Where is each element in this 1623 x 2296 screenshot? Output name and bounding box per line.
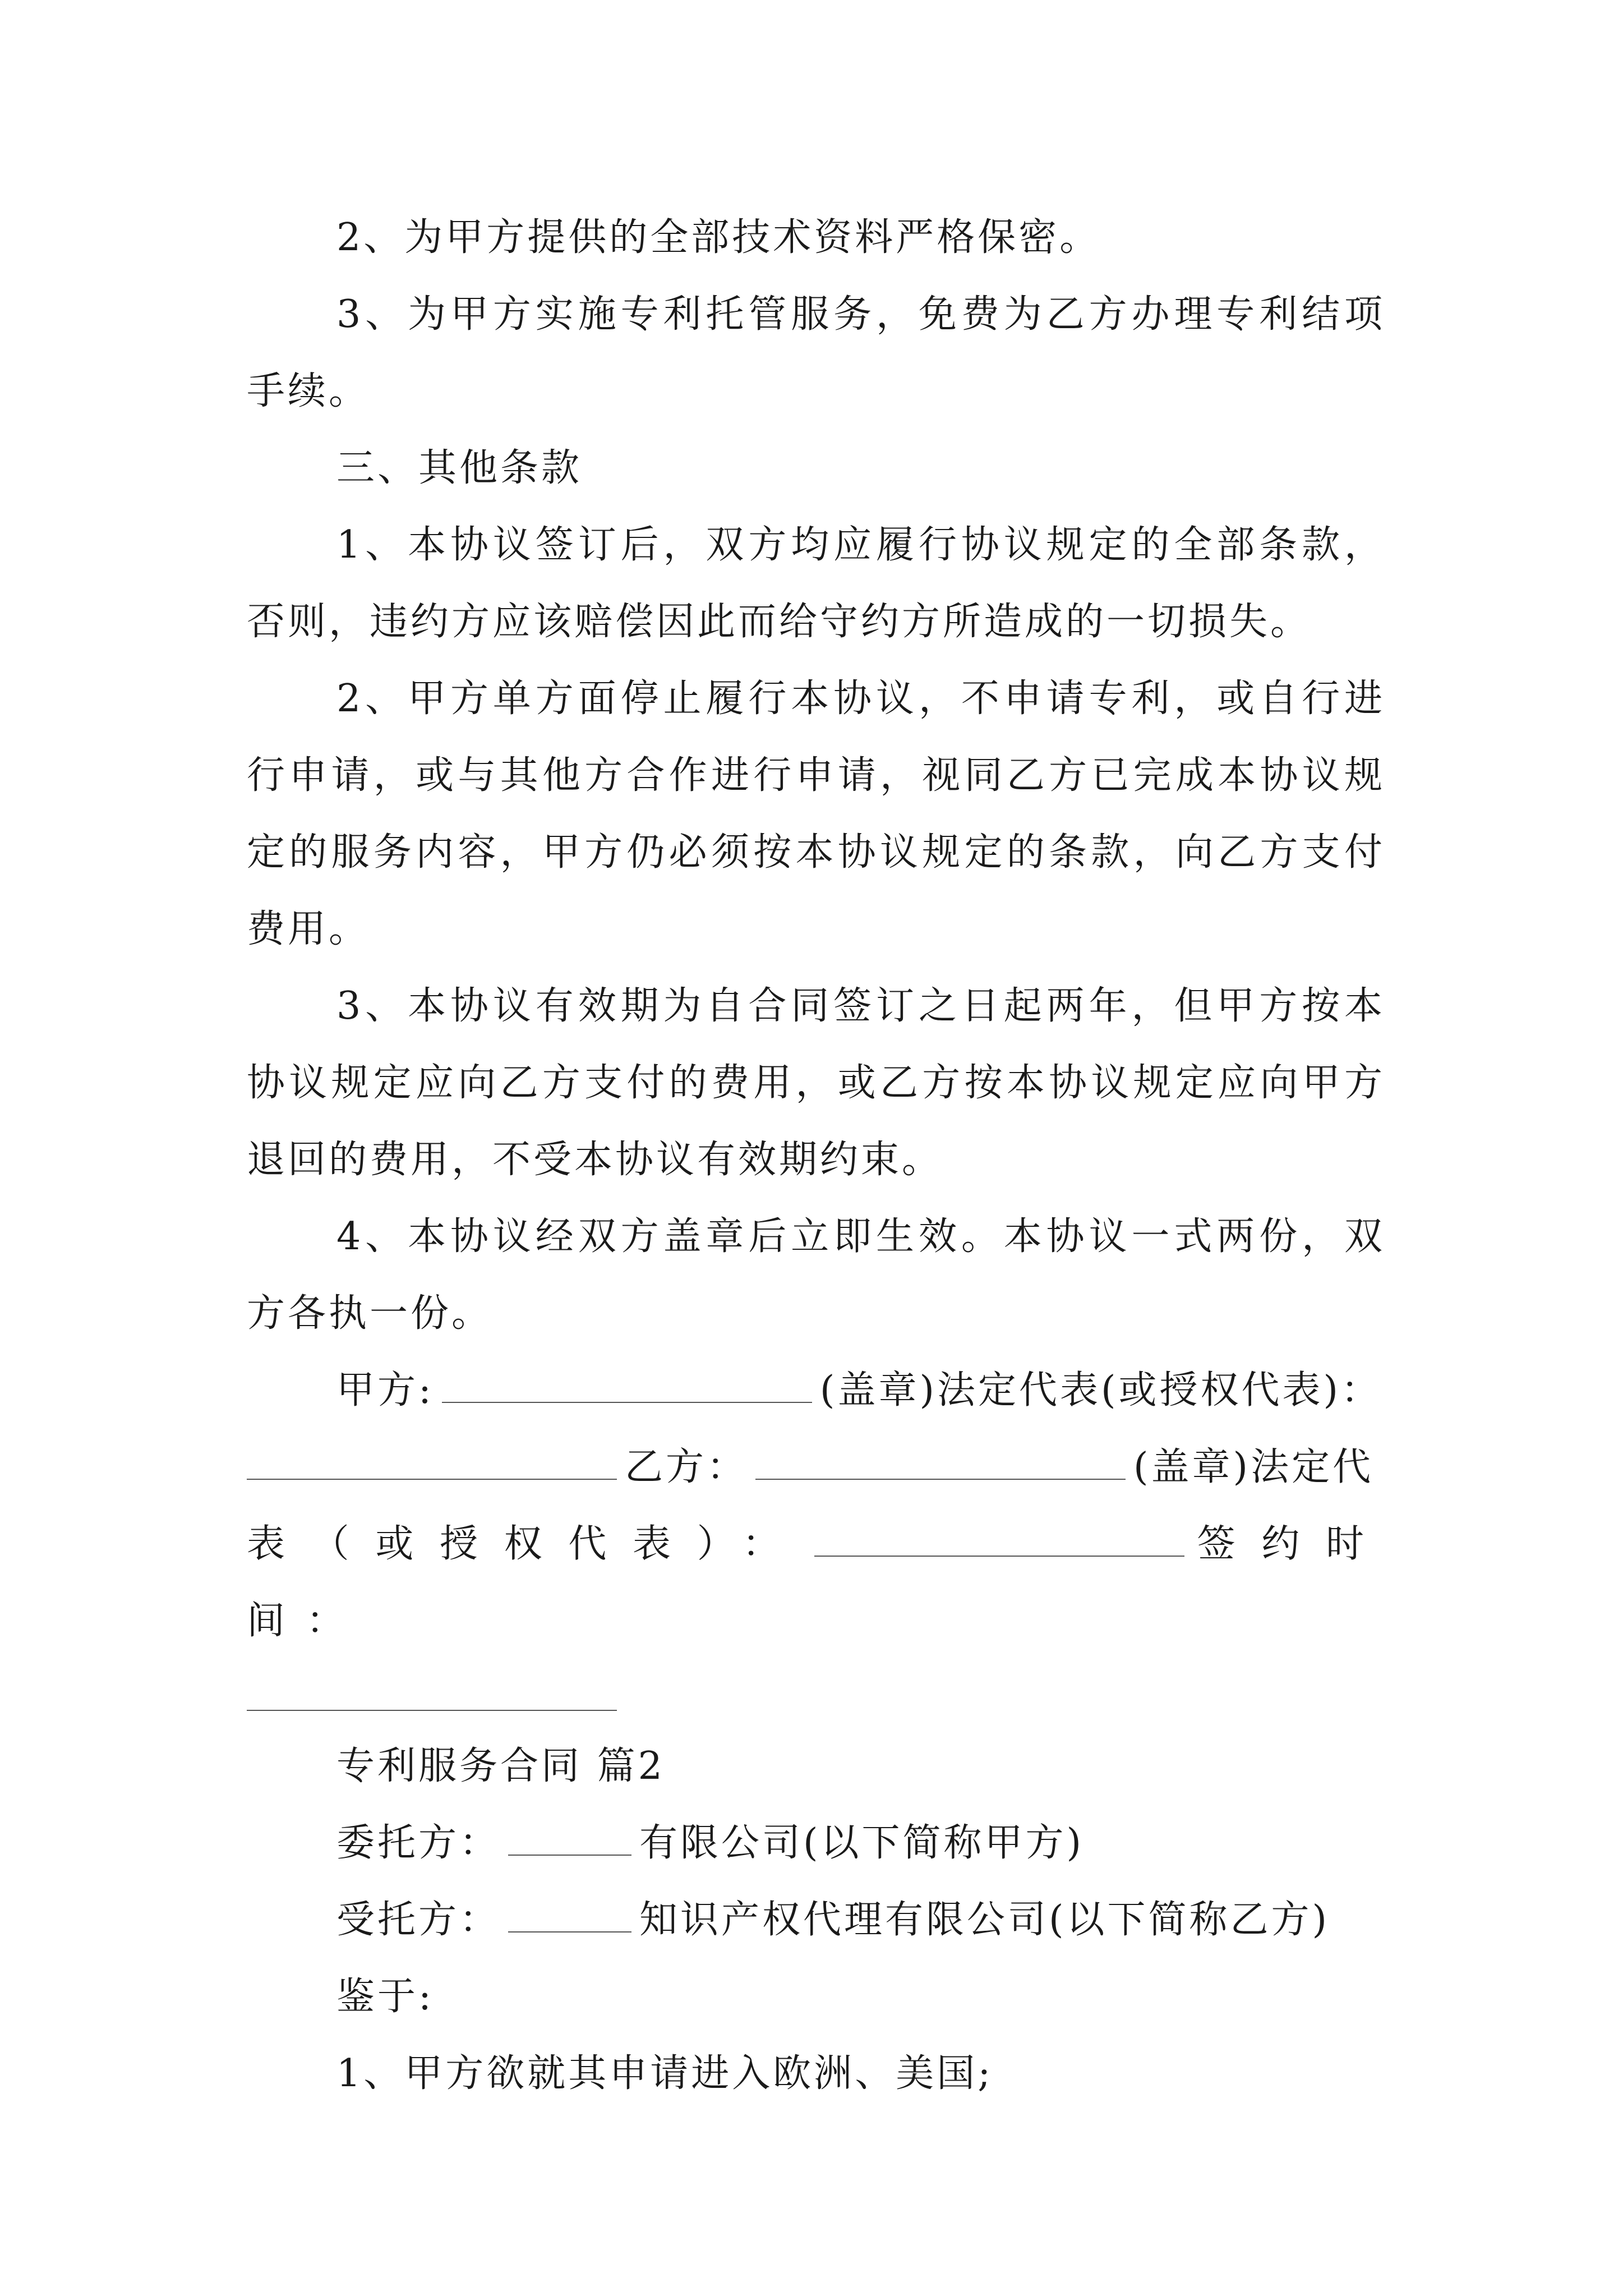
paragraph-term-4: 4、本协议经双方盖章后立即生效。本协议一式两份，双方各执一份。 bbox=[247, 1214, 1385, 1336]
paragraph-confidentiality: 2、为甲方提供的全部技术资料严格保密。 bbox=[336, 215, 1101, 260]
spacer bbox=[247, 1711, 1385, 1728]
client-label: 委托方： bbox=[336, 1821, 501, 1865]
paragraph-term-2: 2、甲方单方面停止履行本协议，不申请专利，或自行进行申请，或与其他方合作进行申请，视同乙方已完成本协议规定的服务内容，甲方仍必须按本协议规定的条款，向乙方支付费用。 bbox=[247, 677, 1385, 951]
rep-b-label: 表（或授权代表）： bbox=[247, 1522, 806, 1566]
paragraph-patent-custody: 3、为甲方实施专利托管服务，免费为乙方办理专利结项手续。 bbox=[247, 292, 1385, 413]
seal-rep-a-label: (盖章)法定代表(或授权代表)： bbox=[819, 1368, 1382, 1412]
rep-a-blank[interactable] bbox=[247, 1445, 617, 1480]
whereas-label: 鉴于: bbox=[336, 1975, 434, 2019]
party-b-blank[interactable] bbox=[755, 1445, 1126, 1480]
agent-suffix: 知识产权代理有限公司(以下简称乙方) bbox=[639, 1898, 1330, 1942]
document-body bbox=[247, 199, 1385, 2112]
signature-line-3 bbox=[247, 1506, 1385, 1659]
date-label: 签约时间： bbox=[247, 1522, 1385, 1643]
agent-label: 受托方： bbox=[336, 1898, 501, 1942]
agent-blank[interactable] bbox=[508, 1898, 631, 1932]
client-blank[interactable] bbox=[508, 1821, 631, 1856]
party-b-label: 乙方： bbox=[625, 1445, 748, 1489]
section-heading-other-terms: 三、其他条款 bbox=[336, 446, 583, 490]
signature-line-2 bbox=[247, 1429, 1385, 1506]
party-a-label: 甲方: bbox=[336, 1368, 434, 1412]
rep-b-blank[interactable] bbox=[814, 1522, 1184, 1557]
date-blank[interactable] bbox=[247, 1665, 617, 1711]
seal-rep-b-label: (盖章)法定代 bbox=[1133, 1445, 1374, 1489]
signature-line-1 bbox=[247, 1352, 1385, 1429]
signature-block bbox=[247, 1352, 1385, 1711]
whereas-item-1: 1、甲方欲就其申请进入欧洲、美国; bbox=[336, 2051, 994, 2096]
client-line bbox=[247, 1805, 1385, 1881]
party-a-blank[interactable] bbox=[442, 1368, 812, 1403]
paragraph-term-3: 3、本协议有效期为自合同签订之日起两年，但甲方按本协议规定应向乙方支付的费用，或乙方按本协议规定应向甲方退回的费用，不受本协议有效期约束。 bbox=[247, 984, 1385, 1182]
agent-line bbox=[247, 1881, 1385, 1958]
section-2-heading: 专利服务合同 篇2 bbox=[336, 1744, 665, 1788]
paragraph-term-1: 1、本协议签订后，双方均应履行协议规定的全部条款，否则，违约方应该赔偿因此而给守约方所造成的一切损失。 bbox=[247, 523, 1385, 644]
client-suffix: 有限公司(以下简称甲方) bbox=[639, 1821, 1085, 1865]
